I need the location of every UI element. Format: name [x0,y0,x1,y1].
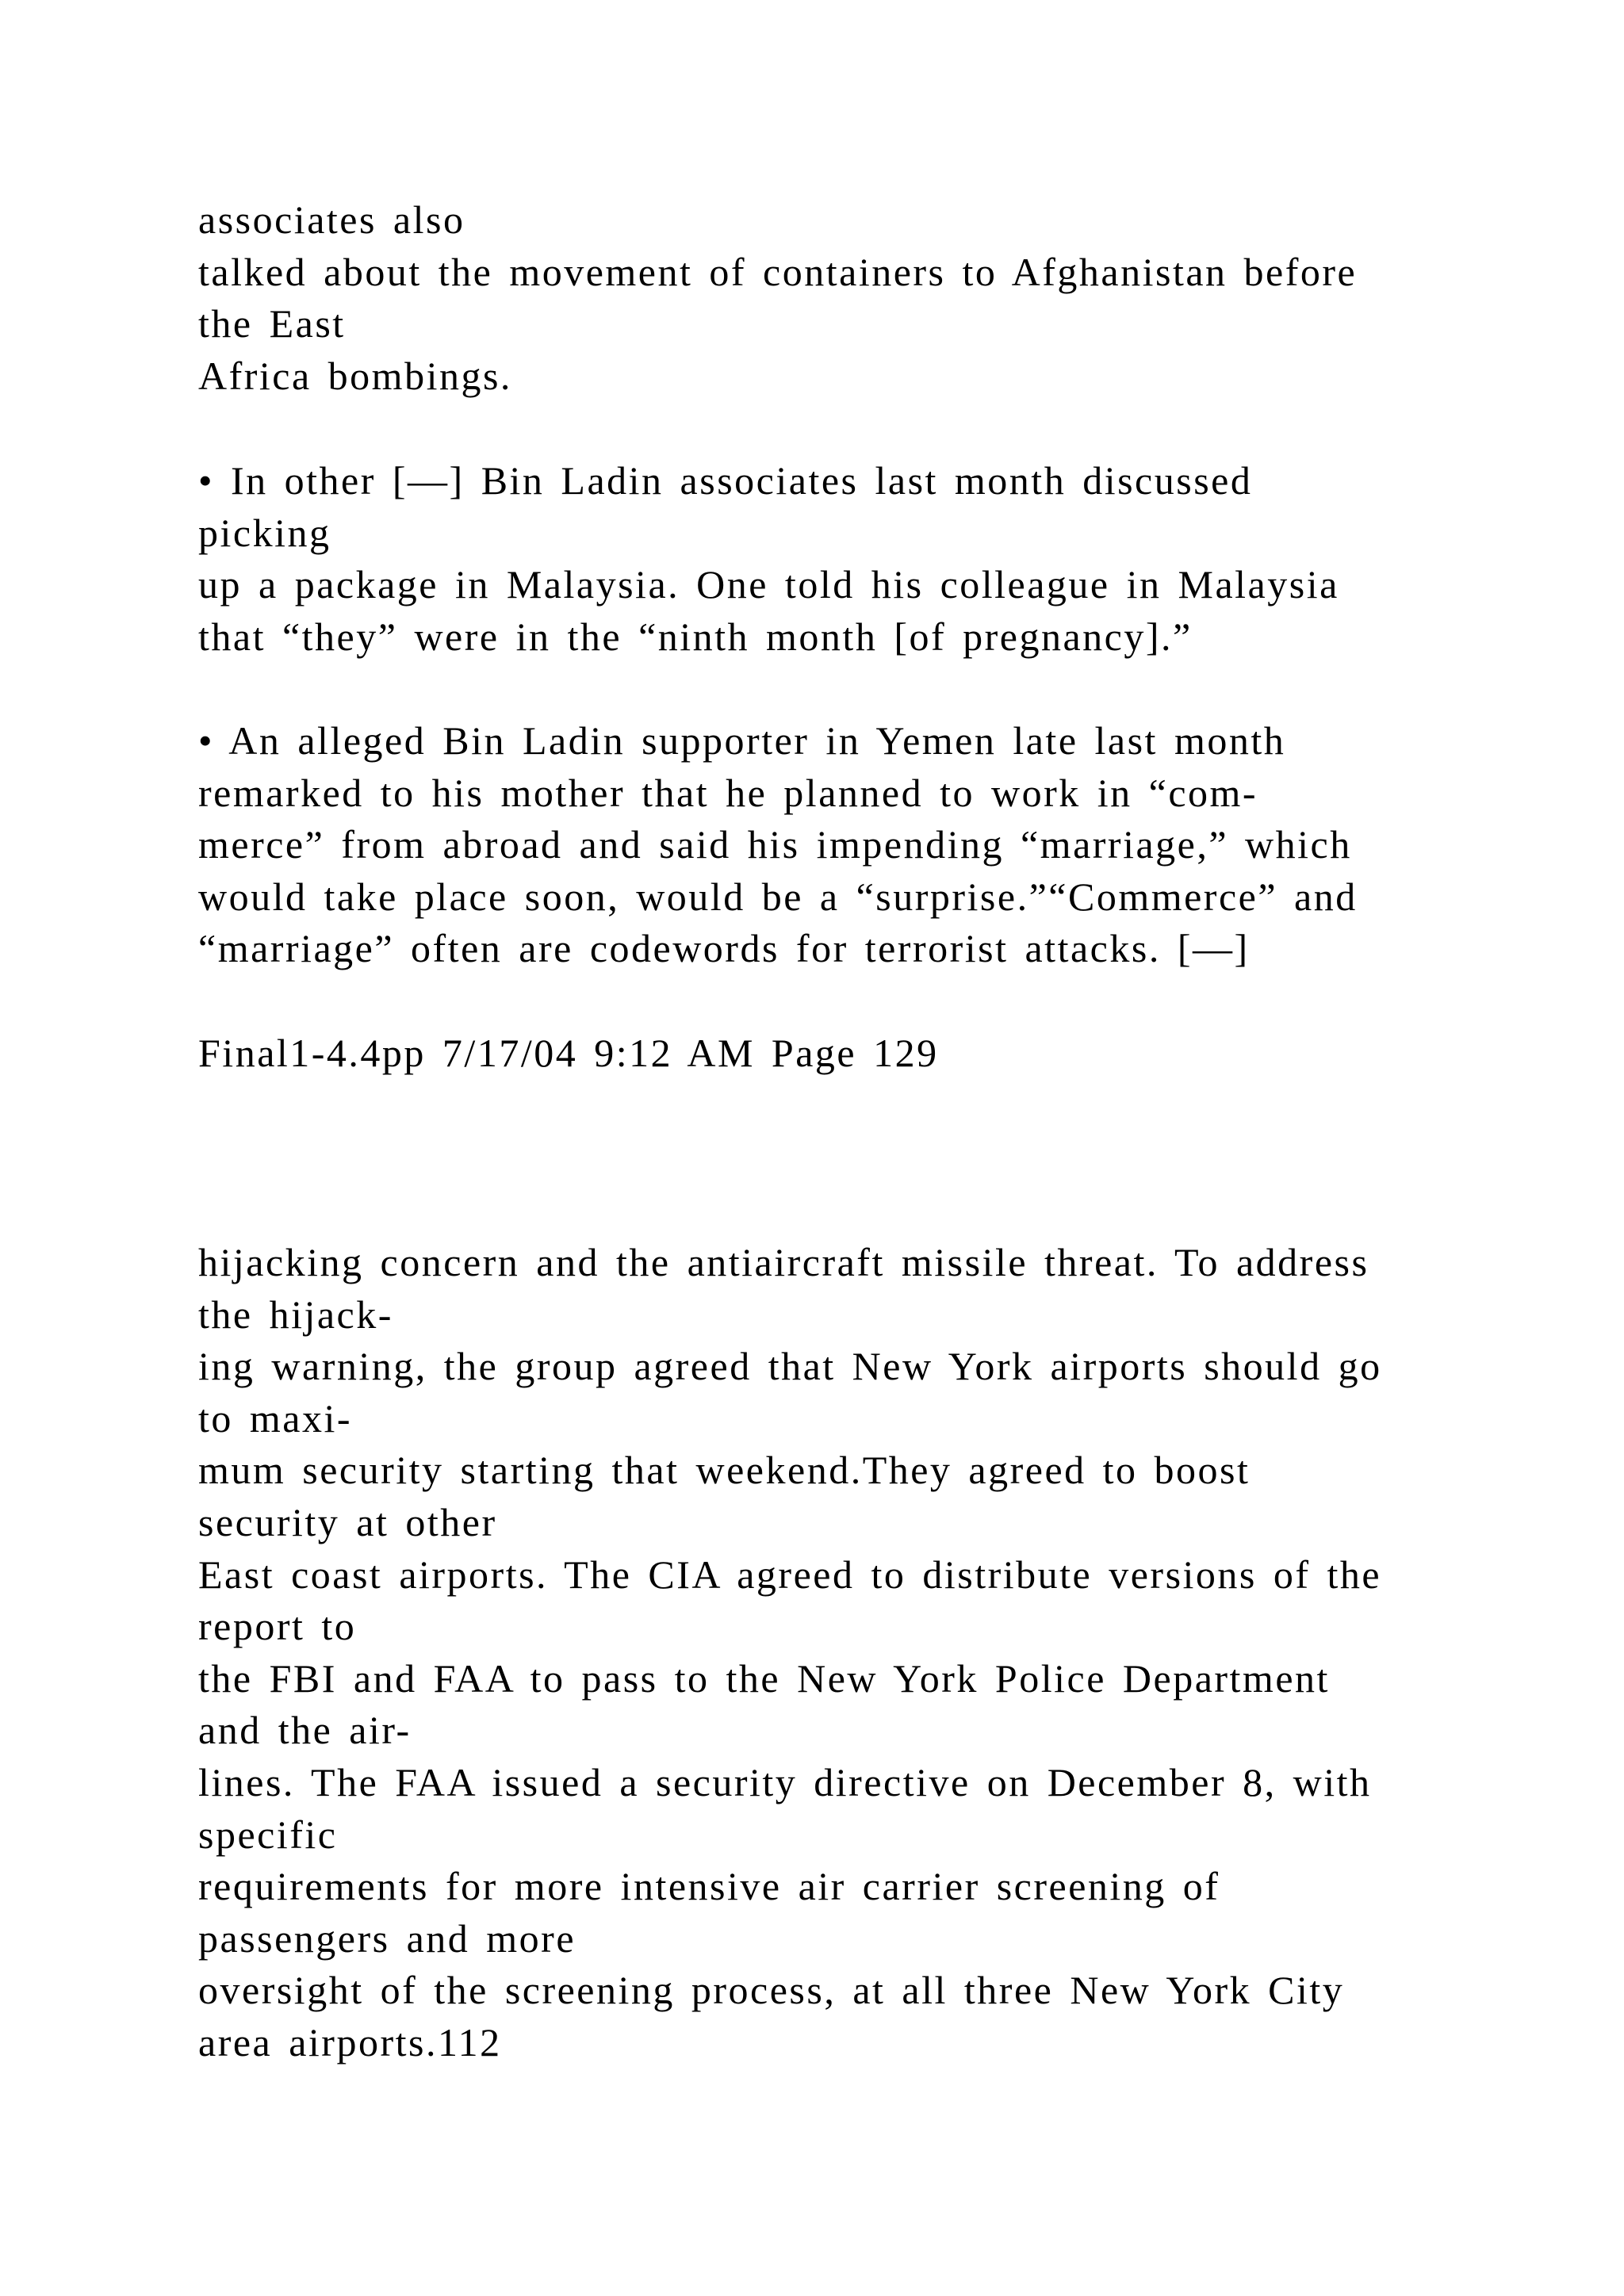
paragraph-malaysia-bullet [198,455,1515,663]
text-line: specific [198,1812,338,1857]
text-line: requirements for more intensive air carrier screening of [198,1864,1220,1909]
text-line: • An alleged Bin Ladin supporter in Yemen late last month [198,718,1286,763]
text-line: oversight of the screening process, at all three New York City [198,1968,1345,2013]
paragraph-hijacking [198,1237,1515,2069]
text-line: the East [198,301,346,346]
text-line: area airports.112 [198,2019,502,2064]
text-line: up a package in Malaysia. One told his colleague in Malaysia [198,562,1339,607]
text-line: lines. The FAA issued a security directive on December 8, with [198,1759,1372,1804]
text-line: remarked to his mother that he planned to work in “com- [198,770,1258,815]
text-line: report to [198,1604,357,1649]
text-line: passengers and more [198,1915,576,1961]
page-header [198,1027,1515,1080]
text-line: associates also [198,197,465,242]
text-line: merce” from abroad and said his impending “marriage,” which [198,822,1352,867]
page-header-line: Final1-4.4pp 7/17/04 9:12 AM Page 129 [198,1031,939,1075]
text-line: hijacking concern and the antiaircraft missile threat. To address [198,1240,1369,1284]
text-line: picking [198,510,331,555]
text-line: “marriage” often are codewords for terrorist attacks. [—] [198,926,1250,971]
text-line: ing warning, the group agreed that New York airports should go [198,1344,1382,1389]
text-line: the hijack- [198,1292,393,1337]
text-line: the FBI and FAA to pass to the New York Police Department [198,1655,1330,1701]
text-line: that “they” were in the “ninth month [of pregnancy].” [198,614,1193,659]
text-line: would take place soon, would be a “surprise.”“Commerce” and [198,874,1358,919]
text-line: Africa bombings. [198,353,512,398]
text-line: to maxi- [198,1395,353,1441]
paragraph-yemen-bullet [198,715,1515,975]
text-line: security at other [198,1499,497,1544]
text-line: talked about the movement of containers to Afghanistan before [198,249,1358,294]
paragraph-containers [198,194,1515,402]
text-line: and the air- [198,1708,412,1753]
text-line: • In other [—] Bin Ladin associates last month discussed [198,458,1253,503]
text-line: mum security starting that weekend.They agreed to boost [198,1448,1251,1493]
text-line: East coast airports. The CIA agreed to distribute versions of the [198,1552,1382,1597]
